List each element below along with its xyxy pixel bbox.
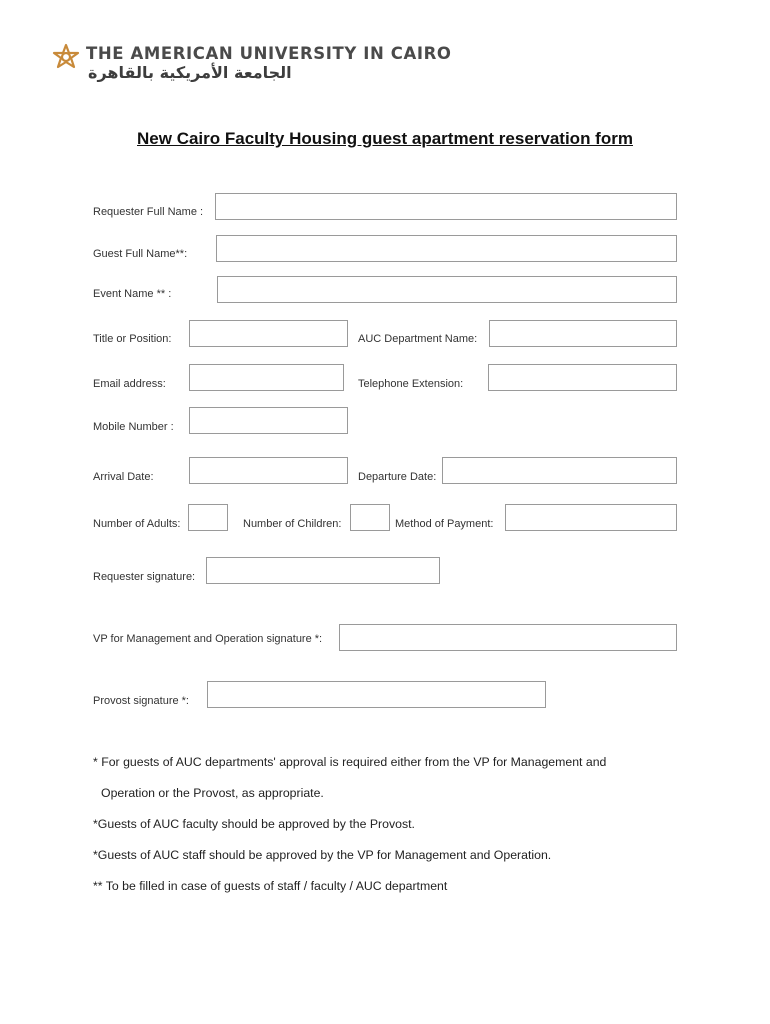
event-name-label: Event Name ** : [93,288,172,300]
note-staff: *Guests of AUC staff should be approved by the VP for Management and Operation. [93,848,552,862]
departure-date-field[interactable] [442,457,677,484]
vp-signature-field[interactable] [339,624,677,651]
department-field[interactable] [489,320,677,347]
note-approval: * For guests of AUC departments' approval is required either from the VP for Management and [93,755,607,769]
children-label: Number of Children: [243,518,342,530]
payment-field[interactable] [505,504,677,531]
adults-field[interactable] [188,504,228,531]
requester-signature-label: Requester signature: [93,571,196,583]
telephone-label: Telephone Extension: [358,378,464,390]
guest-name-field[interactable] [216,235,677,262]
provost-signature-field[interactable] [207,681,546,708]
event-name-field[interactable] [217,276,677,303]
arrival-date-field[interactable] [189,457,348,484]
form-title: New Cairo Faculty Housing guest apartment reservation form [137,129,633,148]
note-faculty: *Guests of AUC faculty should be approved by the Provost. [93,817,415,831]
guest-name-label: Guest Full Name**: [93,248,188,260]
payment-label: Method of Payment: [395,518,494,530]
auc-star-logo-icon [52,43,80,71]
university-logo [52,42,512,84]
arrival-date-label: Arrival Date: [93,471,154,483]
requester-name-label: Requester Full Name : [93,206,204,218]
mobile-label: Mobile Number : [93,421,174,433]
university-name-arabic: الجامعة الأمريكية بالقاهرة [88,63,292,82]
provost-signature-label: Provost signature *: [93,695,189,707]
note-approval-continued: Operation or the Provost, as appropriate. [101,786,324,800]
note-fill: ** To be filled in case of guests of staff / faculty / AUC department [93,879,448,893]
title-position-label: Title or Position: [93,333,172,345]
email-field[interactable] [189,364,344,391]
mobile-field[interactable] [189,407,348,434]
vp-signature-label: VP for Management and Operation signature *: [93,633,323,645]
email-label: Email address: [93,378,166,390]
adults-label: Number of Adults: [93,518,181,530]
requester-signature-field[interactable] [206,557,440,584]
departure-date-label: Departure Date: [358,471,437,483]
department-label: AUC Department Name: [358,333,478,345]
children-field[interactable] [350,504,390,531]
telephone-field[interactable] [488,364,677,391]
requester-name-field[interactable] [215,193,677,220]
title-position-field[interactable] [189,320,348,347]
university-name-english: THE AMERICAN UNIVERSITY IN CAIRO [86,44,452,63]
